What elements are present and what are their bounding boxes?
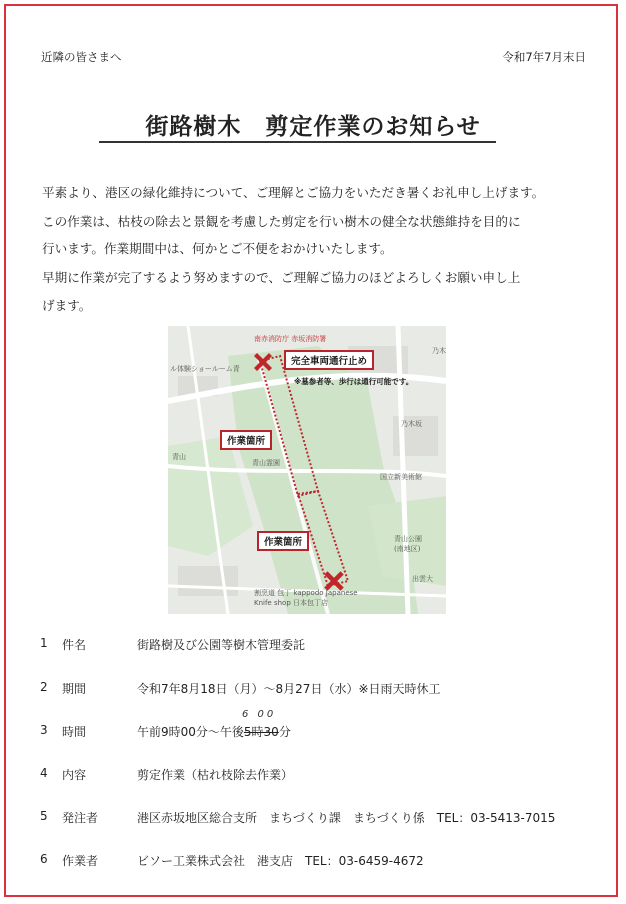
detail-label: 内容 bbox=[62, 768, 87, 782]
detail-value: ビソー工業株式会社 港支店 TEL：03-6459-4672 bbox=[137, 854, 424, 868]
detail-number: 6 bbox=[40, 852, 48, 866]
detail-value: 街路樹及び公園等樹木管理委託 bbox=[137, 638, 306, 652]
body-paragraph-line: 行います。作業期間中は、何かとご不便をおかけいたします。 bbox=[42, 241, 393, 256]
time-prefix: 午前9時00分～午後 bbox=[137, 725, 244, 739]
map-label-aoyama: 青山 bbox=[172, 453, 186, 461]
work-area-callout-1: 作業箇所 bbox=[220, 430, 272, 450]
work-area-callout-2: 作業箇所 bbox=[257, 531, 309, 551]
detail-value bbox=[137, 723, 291, 740]
detail-label: 時間 bbox=[62, 725, 87, 739]
handwritten-correction: 6 00 bbox=[242, 709, 277, 720]
map-label-showroom: ル体験ショールーム青 bbox=[170, 365, 240, 373]
map-label-nogi: 乃木 bbox=[432, 347, 446, 355]
detail-number: 5 bbox=[40, 809, 48, 823]
map-label-fire-station: 南赤消防庁 赤坂消防署 bbox=[254, 335, 327, 343]
time-suffix: 分 bbox=[278, 725, 291, 739]
map-label-nogizaka: 乃木坂 bbox=[401, 420, 422, 428]
map-label-shrine: 出雲大 bbox=[412, 575, 433, 583]
body-paragraph-line: 早期に作業が完了するよう努めますので、ご理解ご協力のほどよろしくお願い申し上 bbox=[42, 270, 521, 285]
detail-number: 1 bbox=[40, 636, 48, 650]
detail-number: 3 bbox=[40, 723, 48, 737]
map-label-park: 青山公園 (南地区) bbox=[394, 535, 422, 553]
map-label-cemetery: 青山霊園 bbox=[252, 459, 280, 467]
body-paragraph-line: この作業は、枯枝の除去と景観を考慮した剪定を行い樹木の健全な状態維持を目的に bbox=[42, 214, 521, 229]
detail-value: 剪定作業（枯れ枝除去作業） bbox=[137, 768, 294, 782]
closure-note: ※墓参者等、歩行は通行可能です。 bbox=[294, 377, 414, 386]
work-area-map bbox=[168, 326, 446, 614]
title-underline bbox=[99, 141, 496, 143]
body-paragraph-line: 平素より、港区の緑化維持について、ご理解とご協力をいただき暑くお礼申し上げます。 bbox=[42, 185, 545, 200]
detail-value: 令和7年8月18日（月）～8月27日（水）※日雨天時休工 bbox=[137, 682, 441, 696]
closure-callout: 完全車両通行止め bbox=[284, 350, 374, 370]
detail-label: 件名 bbox=[62, 638, 87, 652]
map-label-knife-shop: 割烹道 包丁 kappodo Japanese Knife shop 日本包丁店 bbox=[254, 589, 358, 607]
map-label-museum: 国立新美術館 bbox=[380, 473, 422, 481]
detail-label: 作業者 bbox=[62, 854, 99, 868]
detail-number: 2 bbox=[40, 680, 48, 694]
closure-marker-icon bbox=[251, 350, 275, 374]
detail-value: 港区赤坂地区総合支所 まちづくり課 まちづくり係 TEL：03-5413-7015 bbox=[137, 811, 556, 825]
detail-label: 発注者 bbox=[62, 811, 99, 825]
notice-date: 令和7年7月末日 bbox=[502, 50, 586, 64]
detail-number: 4 bbox=[40, 766, 48, 780]
detail-label: 期間 bbox=[62, 682, 87, 696]
page-title: 街路樹木 剪定作業のお知らせ bbox=[145, 114, 481, 140]
body-paragraph-line: げます。 bbox=[42, 298, 92, 313]
time-struck: 5時30 bbox=[243, 725, 279, 739]
recipient: 近隣の皆さまへ bbox=[41, 50, 122, 64]
